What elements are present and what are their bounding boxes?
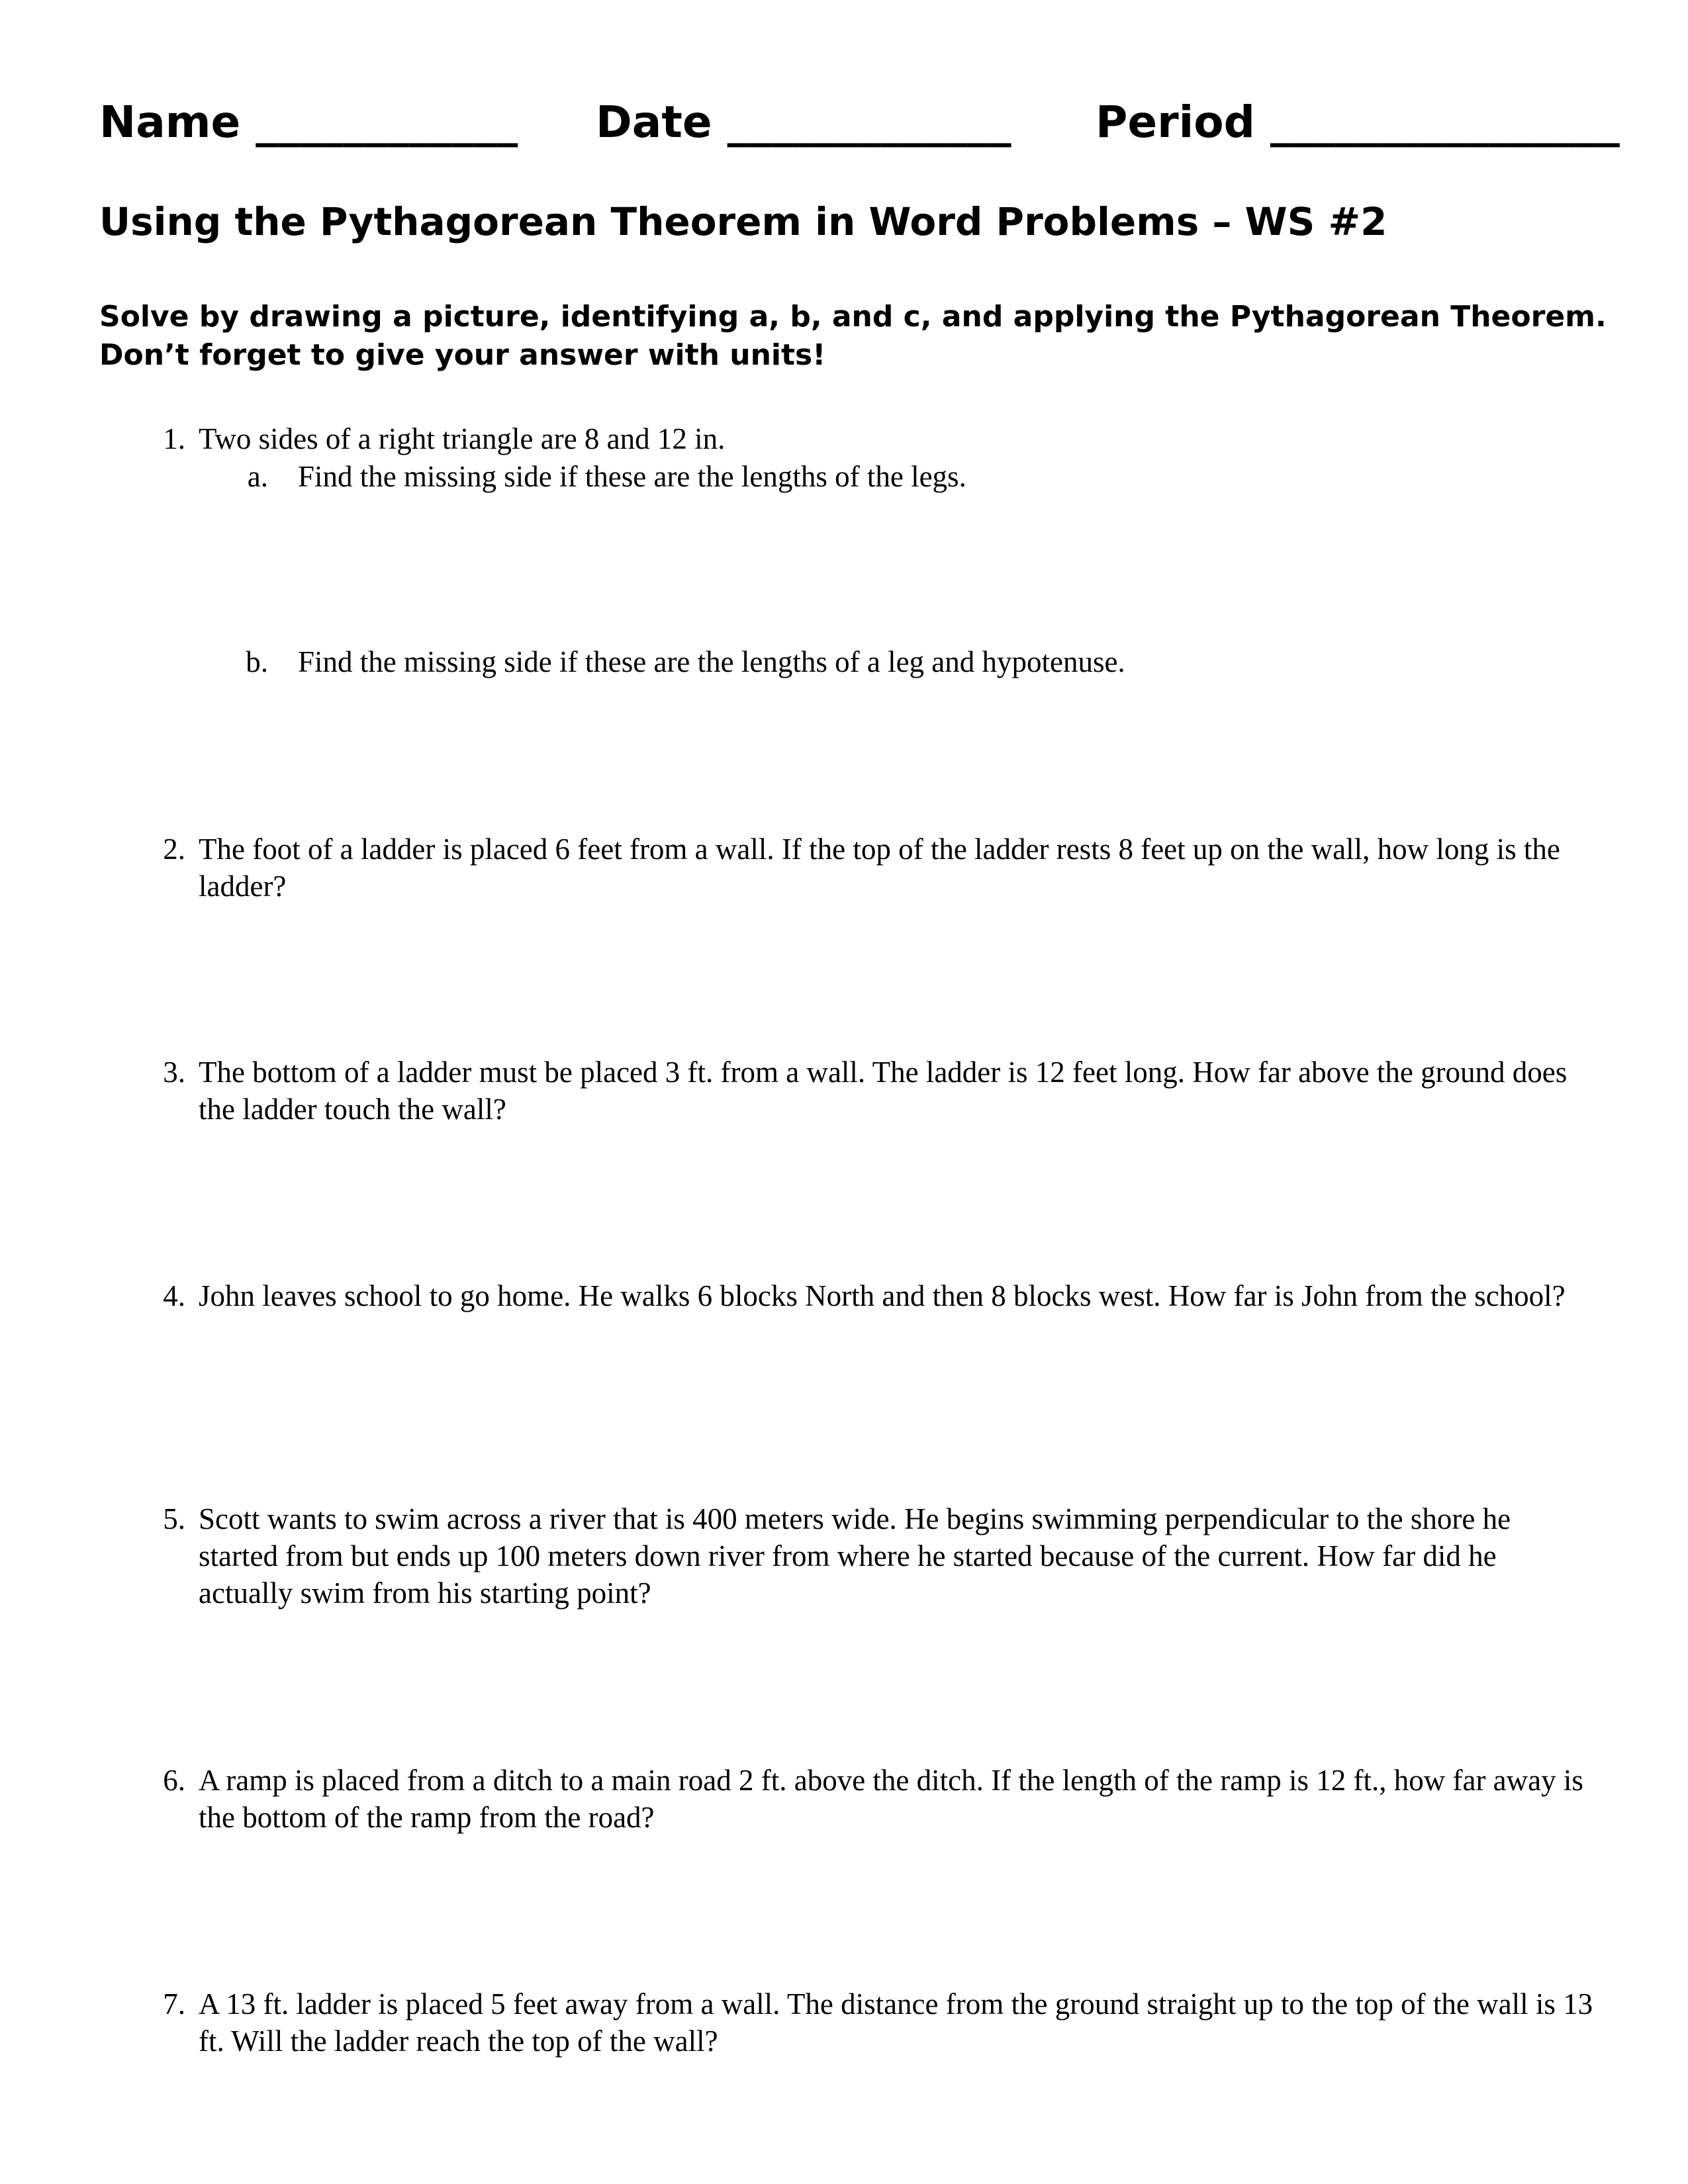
question-text: Two sides of a right triangle are 8 and 12 in. — [199, 422, 726, 455]
question-text: A 13 ft. ladder is placed 5 feet away from a wall. The distance from the ground straight up to the top of the wall is 13 ft. Will the ladder reach the top of the wall? — [199, 1987, 1593, 2058]
date-field[interactable]: Date _____________ — [596, 97, 1011, 148]
question-number: 1. — [163, 422, 185, 455]
question-number: 5. — [163, 1502, 185, 1535]
question-text: A ramp is placed from a ditch to a main road 2 ft. above the ditch. If the length of the ramp is 12 ft., how far away is the bottom of the ramp from the road? — [199, 1764, 1583, 1834]
question-text: John leaves school to go home. He walks 6 blocks North and then 8 blocks west. How far is John from the school? — [199, 1279, 1566, 1312]
question-5 — [99, 1500, 1595, 1612]
question-number: 4. — [163, 1279, 185, 1312]
question-text: The bottom of a ladder must be placed 3 ft. from a wall. The ladder is 12 feet long. How far above the ground does the ladder touch the wall? — [199, 1056, 1568, 1126]
period-field[interactable]: Period ________________ — [1096, 97, 1620, 148]
question-number: 3. — [163, 1056, 185, 1089]
question-1 — [99, 420, 1595, 457]
question-2 — [99, 831, 1595, 905]
worksheet-title: Using the Pythagorean Theorem in Word Problems – WS #2 — [99, 199, 1387, 244]
instructions-line-1: Solve by drawing a picture, identifying a, b, and c, and applying the Pythagorean Theorem. — [99, 300, 1607, 334]
part-letter: b. — [246, 645, 268, 678]
header-fields — [99, 93, 1620, 152]
question-text: The foot of a ladder is placed 6 feet from a wall. If the top of the ladder rests 8 feet up on the wall, how long is the ladder? — [199, 833, 1560, 903]
question-text: Scott wants to swim across a river that is 400 meters wide. He begins swimming perpendicular to the shore he started from but ends up 100 meters down river from where he started because of the current. How far did he actually swim from his starting point? — [199, 1502, 1511, 1610]
part-text: Find the missing side if these are the lengths of the legs. — [298, 460, 966, 493]
instructions — [99, 298, 1607, 375]
part-letter: a. — [247, 460, 268, 493]
question-1-part-b — [235, 643, 1559, 680]
part-text: Find the missing side if these are the lengths of a leg and hypotenuse. — [298, 645, 1125, 678]
question-4 — [99, 1277, 1595, 1314]
question-3 — [99, 1054, 1595, 1128]
instructions-line-2: Don’t forget to give your answer with units! — [99, 338, 826, 372]
question-6 — [99, 1762, 1595, 1836]
question-number: 7. — [163, 1987, 185, 2021]
question-number: 2. — [163, 833, 185, 866]
question-number: 6. — [163, 1764, 185, 1797]
name-field[interactable]: Name ____________ — [99, 97, 518, 148]
question-1-part-a — [235, 458, 1559, 495]
question-7 — [99, 1985, 1595, 2060]
